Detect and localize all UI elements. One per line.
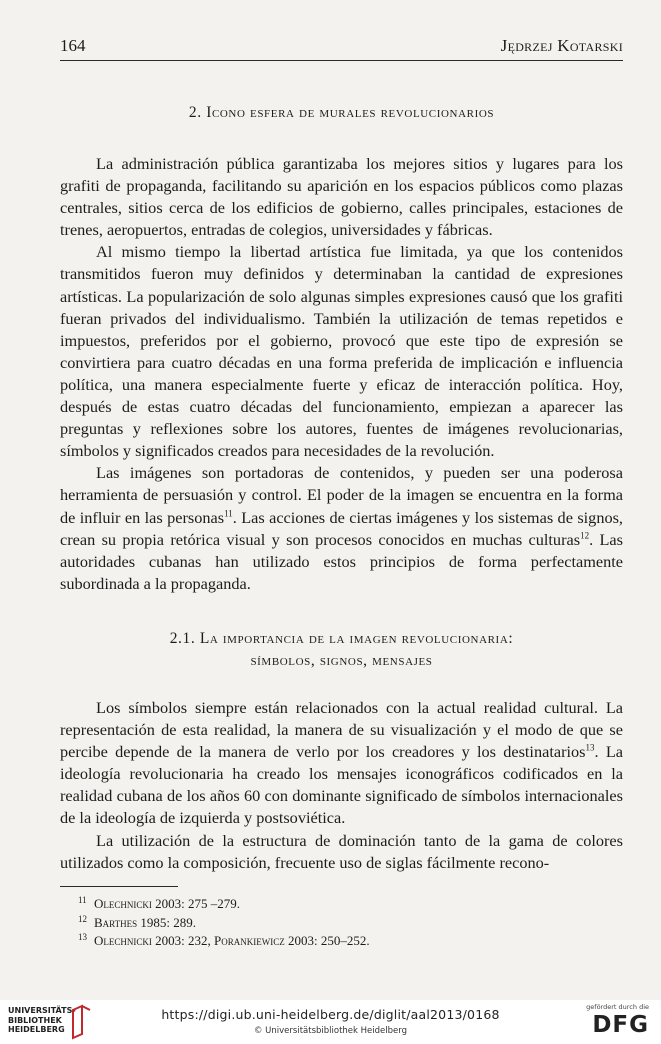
paragraph-text: . Las acciones de ciertas imágenes y los sistemas de signos, crean su propia retórica visual y son procesos conocidos en muchas culturas <box>60 507 624 549</box>
footnote-ref[interactable]: 13 <box>585 742 595 753</box>
paragraph <box>60 697 623 830</box>
paragraph-text: Las imágenes son portadoras de contenidos, y pueden ser una poderosa herramienta de persuasión y control. El poder de la imagen se encuentra en la forma de influir en las personas <box>60 463 623 527</box>
footnote-author: Olechnicki <box>94 933 152 948</box>
running-header <box>60 34 623 61</box>
footnote <box>78 895 370 914</box>
paragraph: La utilización de la estructura de dominación tanto de la gama de colores utilizados como la composición, frecuente uso de siglas fácilmente recono- <box>60 830 623 872</box>
footnotes <box>78 895 370 951</box>
footnote-text: 2003: 250–252. <box>284 933 370 948</box>
footnote <box>78 914 370 933</box>
footnote-text: 2003: 232, <box>151 933 215 948</box>
copyright-notice: © Universitätsbibliothek Heidelberg <box>253 1026 407 1036</box>
footnote-ref[interactable]: 12 <box>580 530 590 541</box>
dfg-logo: DFG <box>592 1012 649 1038</box>
library-name-line: UNIVERSITÄTS- <box>8 1006 76 1015</box>
subsection-title-line: 2.1. La importancia de la imagen revolucionaria: <box>169 630 514 647</box>
body-text-section-2 <box>60 697 623 874</box>
footnote-text: 1985: 289. <box>137 914 197 930</box>
paragraph-text: Los símbolos siempre están relacionados con la actual realidad cultural. La representación de esta realidad, la manera de su visualización y el modo de que se percibe depende de la manera de verlo por los creadores y los destinatarios <box>60 698 623 762</box>
footnote-number: 12 <box>78 913 87 924</box>
subsection-title <box>60 628 623 672</box>
footnote-text: 2003: 275 –279. <box>151 896 241 911</box>
library-name-line: BIBLIOTHEK <box>8 1015 62 1025</box>
paragraph-text: . La ideología revolucionaria ha creado los mensajes iconográficos codificados en la realidad cubana de los años 60 con dominante significado de símbolos internacionales de la ideología de izquierda y postsoviética. <box>60 742 623 828</box>
running-author: Jędrzej Kotarski <box>500 36 623 55</box>
paragraph: La administración pública garantizaba los mejores sitios y lugares para los grafiti de propaganda, facilitando su aparición en los espacios públicos como plazas centrales, sitios cerca de los edificios de gobierno, calles principales, estaciones de trenes, aeropuertos, entradas de colegios, universidades y fábricas. <box>60 154 623 240</box>
footnote-author: Barthes <box>94 914 138 930</box>
footnote-number: 11 <box>78 895 87 905</box>
subsection-title-line: símbolos, signos, mensajes <box>250 652 433 669</box>
footnote-ref[interactable]: 11 <box>224 508 233 519</box>
page-number: 164 <box>60 36 86 55</box>
section-title: 2. Icono esfera de murales revolucionarios <box>188 104 495 121</box>
footnote-divider <box>60 886 178 887</box>
body-text-section-1 <box>60 153 623 595</box>
paragraph <box>60 462 623 595</box>
paragraph: Al mismo tiempo la libertad artística fue limitada, ya que los contenidos transmitidos fueron muy definidos y determinaban la cantidad de expresiones artísticas. La popularización de solo algunas simples expresiones causó que los grafiti fueran privados del individualismo. También la utilización de temas repetidos e impuestos, preferidos por el gobierno, provocó que este tipo de expresión se convirtiera para cuatro décadas en una forma preferida de implicación e influencia política, una manera especialmente fuerte y eficaz de interacción política. Hoy, después de estas cuatro décadas del funcionamiento, empiezan a aparecer las preguntas y reflexiones sobre los autores, fuentes de imágenes revolucionarias, símbolos y significados creados para necesidades de la revolución. <box>60 242 623 461</box>
funding-note: gefördert durch die <box>586 1003 649 1011</box>
library-name-line: HEIDELBERG <box>8 1025 65 1034</box>
footnote-author: Porankiewicz <box>214 933 285 948</box>
permalink-url[interactable]: https://digi.ub.uni-heidelberg.de/diglit/aal2013/0168 <box>161 1007 500 1022</box>
digitization-footer <box>0 1000 661 1044</box>
footnote-number: 13 <box>78 932 87 942</box>
footnote-author: Olechnicki <box>94 896 152 911</box>
footnote <box>78 932 370 951</box>
paragraph-text: . Las autoridades cubanas han utilizado estos principios de forma perfectamente subordinada a la propaganda. <box>60 529 623 593</box>
